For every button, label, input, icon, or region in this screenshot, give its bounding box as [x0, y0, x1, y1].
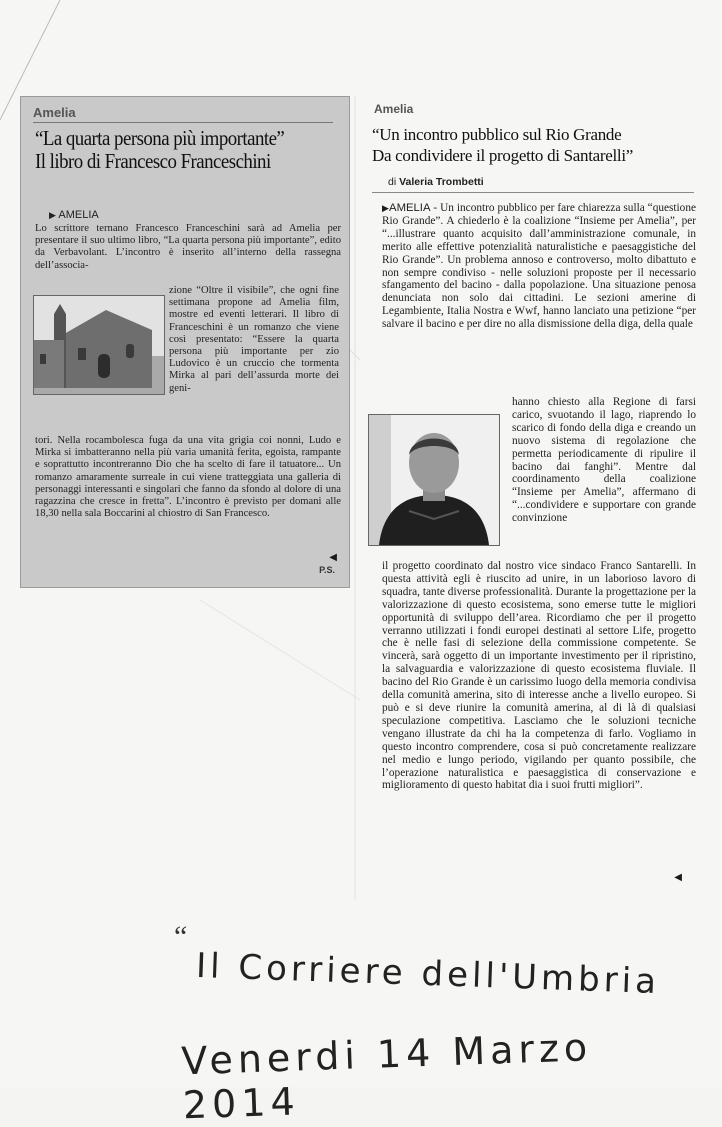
church-photo	[33, 295, 165, 395]
left-dateline: ▶ AMELIA	[49, 209, 99, 221]
right-headline	[372, 124, 702, 166]
left-headline-line1: “La quarta persona più importante”	[35, 126, 285, 150]
left-article-clipping	[20, 96, 350, 588]
handwritten-newspaper-name: Il Corriere dell'Umbria	[195, 945, 661, 1003]
man-portrait-photo	[368, 414, 500, 546]
handwritten-date: Venerdi 14 Marzo 2014	[180, 1025, 593, 1127]
right-body-top-text: - Un incontro pubblico per fare chiarezza sulla “questione Rio Grande”. A chiederlo è la coalizione “Insieme per Amelia”, per “...illustrare quanto acquisito dall’amministrazione comunale, in merito alle effettive potenzialità naturalistiche e paesaggistiche del Rio Grande”. Un problema annoso e controverso, molto dibattuto e non sempre condiviso - nelle soluzioni proposte per il necessario sfangamento del bacino - dalla popolazione. Una situazione penosa denunciata non solo dai cittadini. Le sezioni amerine di Legambiente, Italia Nostra e Wwf, hanno lanciato una petizione “per salvare il bacino e per dire no alla dismissione della diga, della quale	[382, 202, 696, 331]
right-headline-rule	[372, 192, 694, 193]
left-headline	[35, 127, 314, 173]
portrait-illustration	[369, 415, 499, 545]
right-byline	[388, 176, 484, 188]
byline-prefix: di	[388, 176, 397, 188]
right-headline-line2: Da condividere il progetto di Santarelli”	[372, 146, 634, 165]
right-article-clipping	[362, 96, 702, 886]
church-illustration	[34, 296, 164, 394]
right-dateline: ▶ AMELIA	[382, 202, 430, 214]
left-signature: P.S.	[319, 565, 335, 575]
left-headline-line2: Il libro di Francesco Franceschini	[35, 149, 271, 173]
right-body-top	[382, 202, 696, 331]
right-body-bottom: il progetto coordinato dal nostro vice sindaco Franco Santarelli. In questa attività egli è riuscito ad unire, in un laborioso lavoro di squadra, tante diverse professionalità. Durante la progettazione per la valorizzazione di questo ecosistema, sono emerse tutte le migliori opportunità di sviluppo dell’area. Ricordiamo che per il progetto verranno utilizzati i fondi europei destinati al settore Life, progetto che è nelle fasi di selezione della commissione competente. Se vincerà, sarà oggetto di un importante investimento per il ripristino, la salvaguardia e valorizzazione di questo ecosistema fluviale. Il bacino del Rio Grande è un carissimo luogo della memoria condivisa della comunità amerina, sito di interesse anche a livello europeo. Si può e si deve riunire la comunità amerina, al di là di qualsiasi speculazione competitiva. Lasciamo che le soluzioni tecniche vengano illustrate da chi ha la competenza di farlo. Vogliamo in questo incontro comprendere, cosa si può concretamente realizzare nel medio e lungo periodo, vigilando per quanto possibile, che l’operazione naturalistica e paesaggistica di conservazione e miglioramento di questo habitat dia i suoi frutti migliori”.	[382, 560, 696, 792]
right-end-mark-icon: ◀	[674, 872, 682, 883]
left-body-right: zione “Oltre il visibile”, che ogni fine settimana propone ad Amelia film, mostre ed eventi letterari. Il libro di Franceschini è un romanzo che viene così presentato: “Essere la quarta persona più importante per zio Ludovico è un cruccio che tormenta Mirka al pari dell’assurda morte dei geni-	[169, 285, 339, 394]
left-section-label: Amelia	[33, 105, 76, 120]
right-headline-line1: “Un incontro pubblico sul Rio Grande	[372, 125, 622, 144]
handwritten-quote-mark: “	[174, 920, 188, 953]
right-section-label: Amelia	[374, 102, 414, 116]
left-body-top: Lo scrittore ternano Francesco Franceschini sarà ad Amelia per presentare il suo ultimo libro, “La quarta persona più importante”, edito da Verbavolant. L’incontro è inserito all’interno della rassegna dell’associa-	[35, 223, 341, 271]
left-end-mark-icon: ◀	[329, 552, 337, 563]
right-body-right: hanno chiesto alla Regione di farsi carico, svuotando il lago, riaprendo lo scarico di fondo della diga e creando un nuovo sistema di regolazione che permetta periodicamente di ripulire il bacino dai fanghi”. Mentre dal coordinamento della coalizione “Insieme per Amelia”, affermano di “...condividere e supportare con grande convinzione	[512, 396, 696, 525]
left-body-bottom: tori. Nella rocambolesca fuga da una vita grigia coi nonni, Ludo e Mirka si imbatteranno nella più varia umanità ferita, egoista, rampante e soprattutto incontreranno Dio che ha scelto di fare il tatuatore... Un romanzo amaramente surreale in cui viene tratteggiata una galleria di personaggi interessanti e singolari che fanno da sfondo al dolore di una ragazzina che cresce in fretta”. L’incontro è previsto per domani alle 18,30 nella sala Boccarini al chiostro di San Francesco.	[35, 435, 341, 520]
byline-author: Valeria Trombetti	[399, 176, 484, 188]
